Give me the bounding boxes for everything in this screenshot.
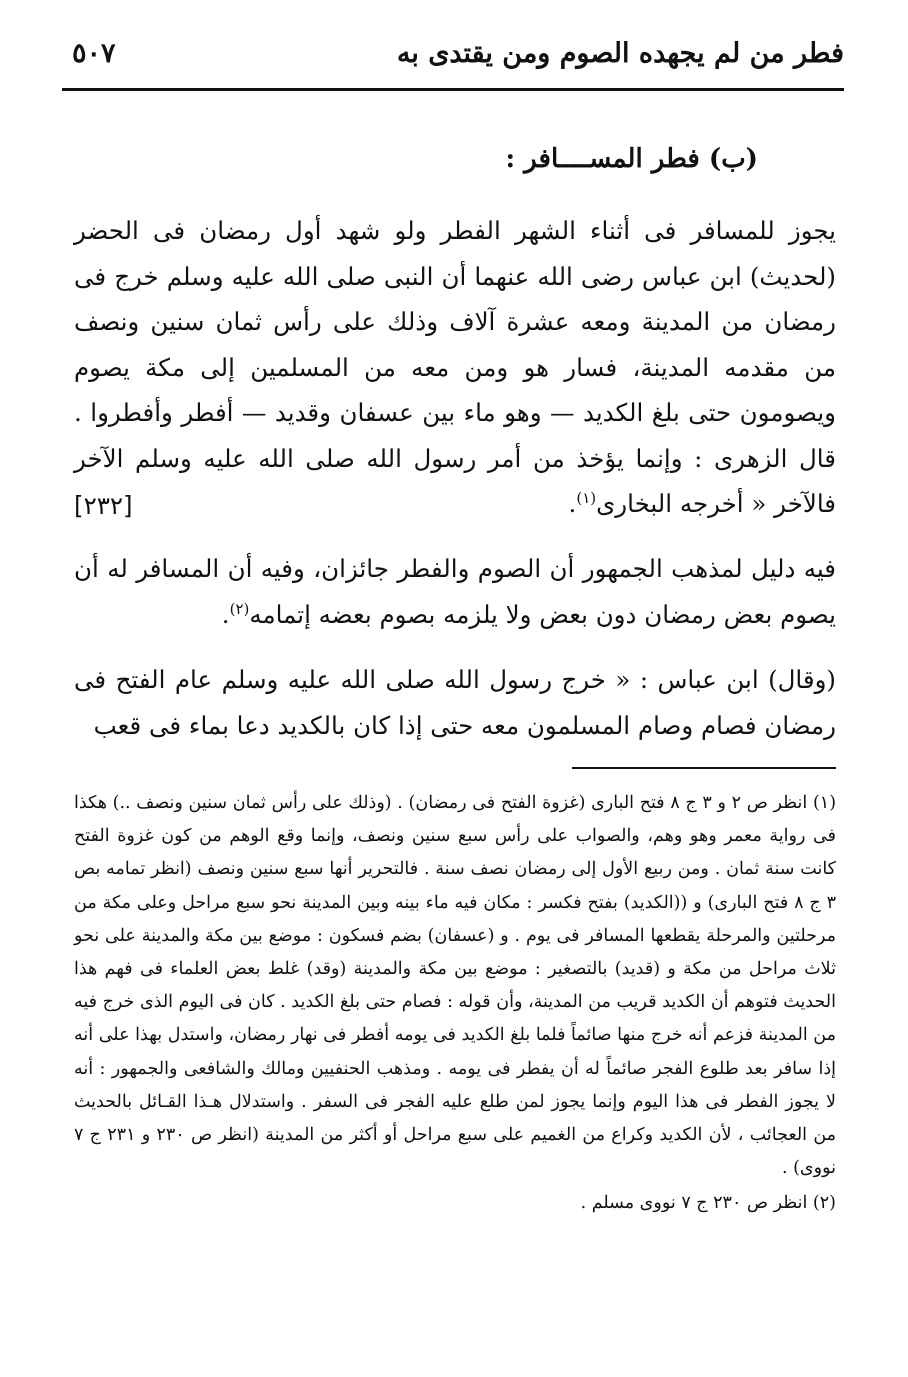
hadith-number-value: ٢٣٢ bbox=[83, 491, 124, 520]
page-header bbox=[64, 34, 844, 86]
running-title: فطر من لم يجهده الصوم ومن يقتدى به bbox=[396, 38, 844, 69]
hadith-number: [٢٣٢] bbox=[74, 491, 133, 520]
footnote-ref-2: (٢) bbox=[229, 599, 250, 618]
footnote-1: (١) انظر ص ٢ و ٣ ج ٨ فتح البارى (غزوة الفتح فى رمضان) . (وذلك على رأس ثمان سنين ونصف ..) هكذا فى رواية معمر وهو وهم، والصواب على رأس سبع سنين ونصف، وإنما وقع الوهم من كون غزوة الفتح كانت سنة ثمان . ومن ربيع الأول إلى رمضان نصف سنة . فالتحرير أنها سبع سنين ونصف (انظر تمامه بص ٣ ج ٨ فتح البارى) و ((الكديد) بفتح فكسر : مكان فيه ماء بينه وبين المدينة نحو سبع مراحل وعلى مكة من مرحلتين والمرحلة يقطعها المسافر فى يوم . و (عسفان) بضم فسكون : موضع بين مكة والمدينة على نحو ثلاث مراحل من مكة و (قديد) بالتصغير : موضع بين مكة والمدينة (وقد) غلط بعض العلماء فى فهم هذا الحديث فتوهم أن الكديد قريب من المدينة، وأن قوله : فصام حتى بلغ الكديد . كان فى اليوم الذى خرج فيه من المدينة فزعم أنه خرج منها صائماً فلما بلغ الكديد فى يومه أفطر فى نهار رمضان، واستدل بهذا على أنه إذا سافر بعد طلوع الفجر صائماً له أن يفطر فى يومه . ومذهب الحنفيين ومالك والشافعى والجمهور : أنه لا يجوز الفطر فى هذا اليوم وإنما يجوز لمن طلع عليه الفجر فى السفر . واستدلال هـذا القـائل بالحديث من العجائب ، لأن الكديد وكراع من الغميم على سبع مراحل أو أكثر من المدينة (انظر ص ٢٣٠ و ٢٣١ ج ٧ نووى) . bbox=[74, 793, 837, 1179]
footnote-ref-1: (١) bbox=[576, 488, 597, 507]
paragraph-traveler-fast bbox=[74, 208, 836, 529]
paragraph-text: فيه دليل لمذهب الجمهور أن الصوم والفطر جائزان، وفيه أن المسافر له أن يصوم بعض رمضان دون بعض ولا يلزمه بصوم بعضه إتمامه bbox=[74, 554, 836, 629]
sentence-end: . bbox=[221, 599, 230, 629]
section-heading: (ب) فطر المســــافر : bbox=[505, 144, 758, 174]
sentence-end: . bbox=[568, 489, 577, 518]
footnote-separator bbox=[572, 767, 836, 769]
paragraph-text: يجوز للمسافر فى أثناء الشهر الفطر ولو شهد أول رمضان فى الحضر (لحديث) ابن عباس رضى الله عنهما أن النبى صلى الله عليه وسلم خرج فى رمضان من المدينة ومعه عشرة آلاف وذلك على رأس ثمان سنين ونصف من مقدمه المدينة، فسار هو ومن معه من المسلمين إلى مكة يصوم ويصومون حتى بلغ الكديد — وهو ماء بين عسفان وقديد — أفطر وأفطروا . قال الزهرى : وإنما يؤخذ من أمر رسول الله صلى الله عليه وسلم الآخر فالآخر « أخرجه البخارى bbox=[74, 216, 836, 518]
footnote-2: (٢) انظر ص ٢٣٠ ج ٧ نووى مسلم . bbox=[580, 1193, 836, 1214]
page-number: ٥٠٧ bbox=[72, 38, 116, 69]
header-rule bbox=[62, 88, 844, 91]
paragraph-evidence bbox=[74, 546, 836, 637]
paragraph-ibn-abbas bbox=[74, 657, 836, 748]
footnotes bbox=[74, 787, 836, 1221]
paragraph-text: (وقال) ابن عباس : « خرج رسول الله صلى الله عليه وسلم عام الفتح فى رمضان فصام وصام المسلمون معه حتى إذا كان بالكديد دعا بماء فى قعب bbox=[74, 665, 836, 740]
